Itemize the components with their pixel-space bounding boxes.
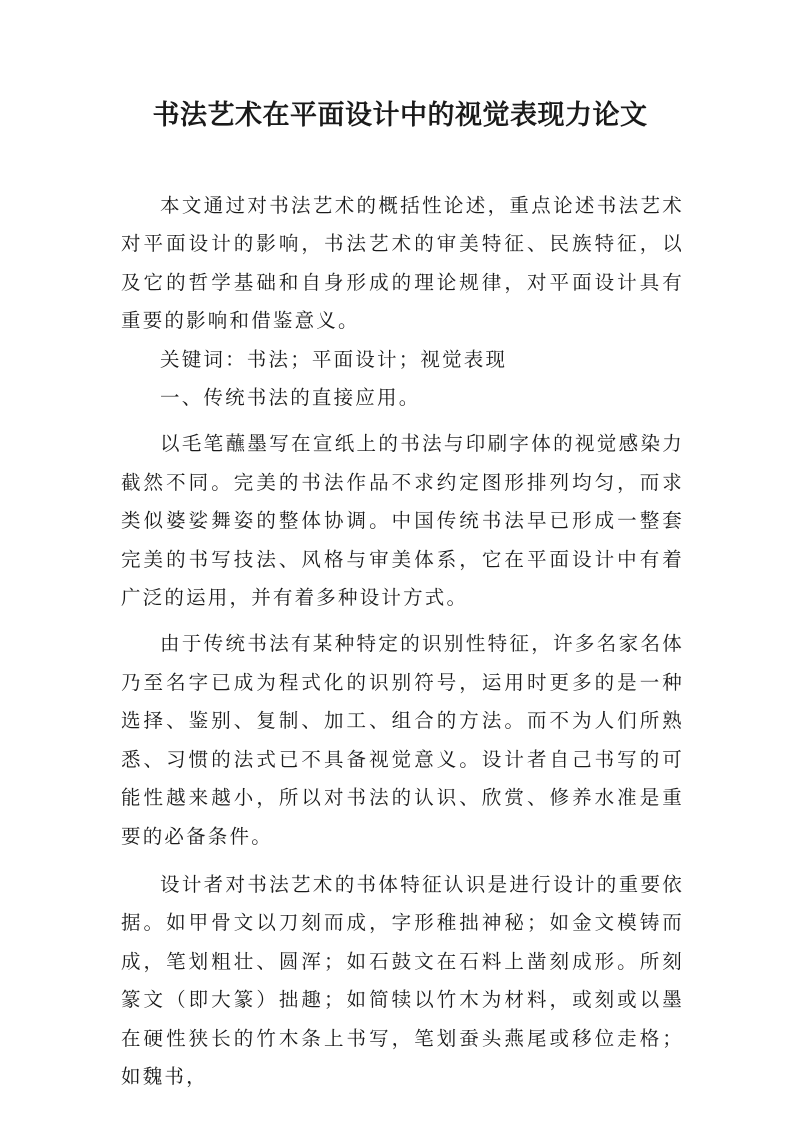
- keywords-paragraph: 关键词：书法；平面设计；视觉表现: [160, 347, 508, 371]
- document-body: [121, 187, 684, 1096]
- body-paragraph: 由于传统书法有某种特定的识别性特征，许多名家名体乃至名字已成为程式化的识别符号，运用时更多的是一种选择、鉴别、复制、加工、组合的方法。而不为人们所熟悉、习惯的法式已不具备视觉意义。设计者自己书写的可能性越来越小，所以对书法的认识、欣赏、修养水准是重要的必备条件。: [121, 632, 684, 848]
- abstract-paragraph: 本文通过对书法艺术的概括性论述，重点论述书法艺术对平面设计的影响，书法艺术的审美特征、民族特征，以及它的哲学基础和自身形成的理论规律，对平面设计具有重要的影响和借鉴意义。: [121, 194, 684, 333]
- document-title: 书法艺术在平面设计中的视觉表现力论文: [152, 100, 648, 131]
- body-paragraph: 以毛笔蘸墨写在宣纸上的书法与印刷字体的视觉感染力截然不同。完美的书法作品不求约定图形排列均匀，而求类似婆娑舞姿的整体协调。中国传统书法早已形成一整套完美的书写技法、风格与审美体系，它在平面设计中有着广泛的运用，并有着多种设计方式。: [121, 432, 684, 610]
- section-heading: 一、传统书法的直接应用。: [160, 386, 421, 410]
- body-paragraph: 设计者对书法艺术的书体特征认识是进行设计的重要依据。如甲骨文以刀刻而成，字形稚拙神秘；如金文模铸而成，笔划粗壮、圆浑；如石鼓文在石料上凿刻成形。所刻篆文（即大篆）拙趣；如简犊以竹木为材料，或刻或以墨在硬性狭长的竹木条上书写，笔划蚕头燕尾或移位走格；如魏书，: [121, 872, 684, 1088]
